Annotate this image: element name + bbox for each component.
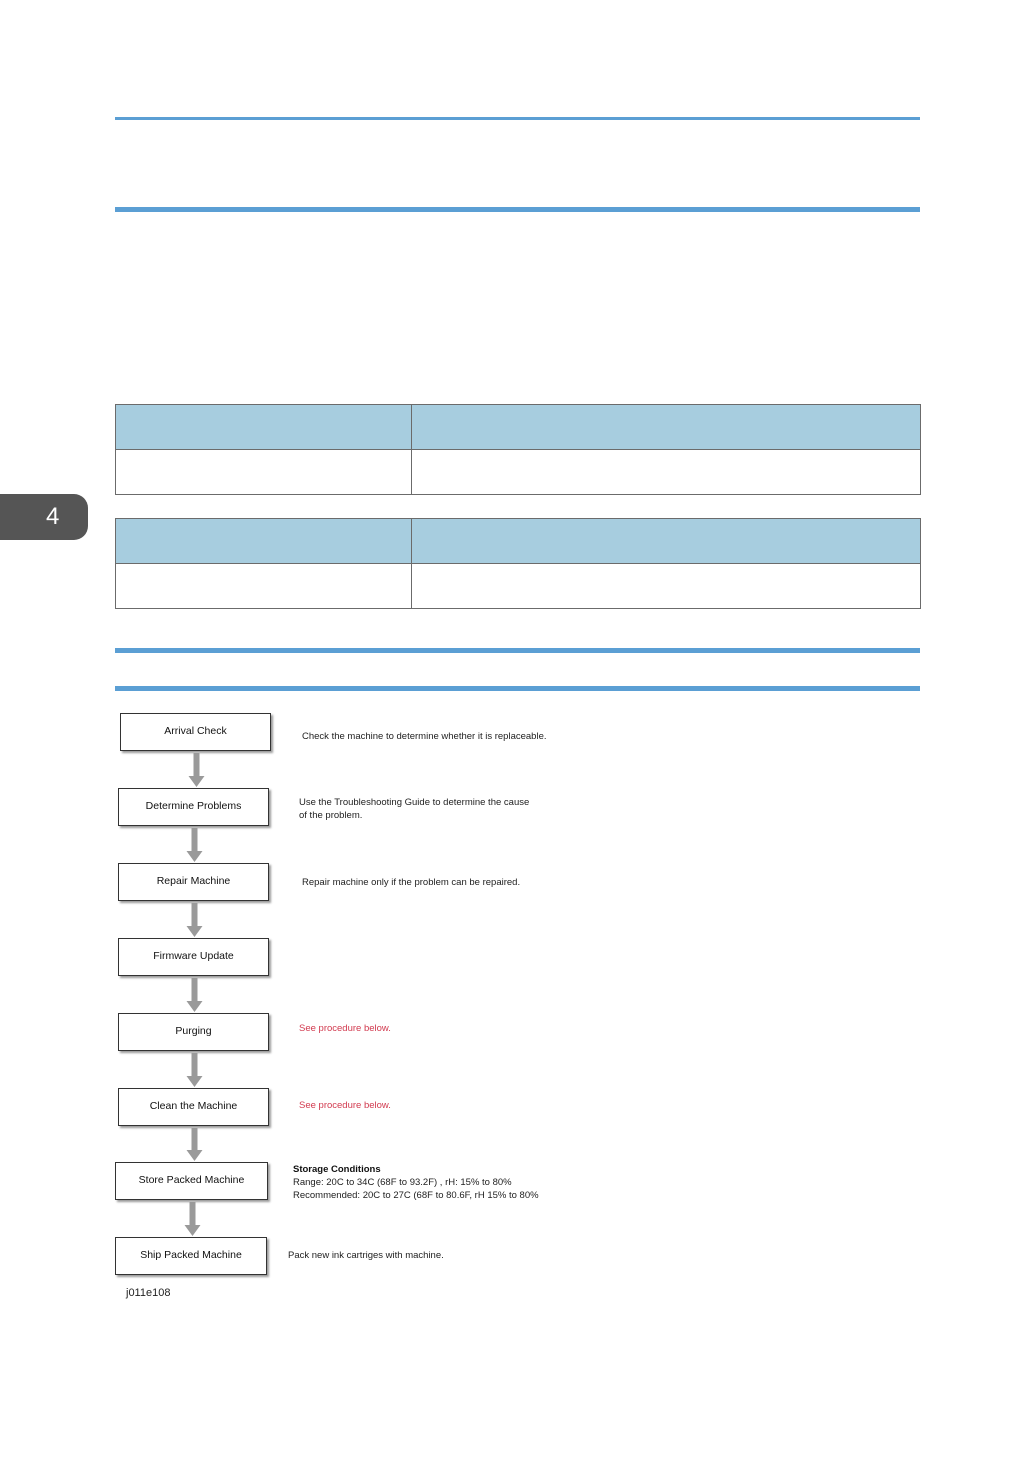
table-header-row	[116, 405, 921, 450]
table-row	[116, 450, 921, 495]
flow-step-label: Purging	[175, 1025, 212, 1037]
flow-arrow	[187, 903, 203, 937]
flow-step-box	[118, 1013, 269, 1051]
flow-arrow	[187, 1128, 203, 1161]
flow-note-line: See procedure below.	[299, 1100, 391, 1111]
flow-arrow	[187, 1053, 203, 1087]
flow-step-label: Arrival Check	[164, 725, 227, 737]
flow-step-box	[115, 1162, 268, 1200]
spec-table-1	[115, 404, 921, 495]
section-rule-2-top	[115, 648, 920, 653]
flow-step-note	[288, 1249, 444, 1262]
flow-note-line: Repair machine only if the problem can be repaired.	[302, 877, 521, 888]
flowchart	[115, 708, 560, 1308]
flow-arrow	[185, 1202, 201, 1236]
flow-step-label: Clean the Machine	[149, 1100, 238, 1112]
spec-table-2	[115, 518, 921, 609]
table-cell	[412, 450, 921, 495]
flow-step-label: Store Packed Machine	[138, 1174, 245, 1186]
table-row	[116, 564, 921, 609]
flow-step-note	[299, 796, 529, 822]
flow-step-box	[118, 938, 269, 976]
flow-step-box	[118, 863, 269, 901]
flow-note-line: Recommended: 20C to 27C (68F to 80.6F, rH 15% to 80%	[293, 1190, 539, 1201]
flow-step-label: Repair Machine	[156, 875, 231, 887]
table-cell	[116, 450, 412, 495]
section-rule-2-bottom	[115, 686, 920, 691]
flow-step-note	[299, 1099, 391, 1112]
flow-step-box	[115, 1237, 267, 1275]
flow-step-note	[299, 1022, 391, 1035]
flow-note-line: Use the Troubleshooting Guide to determine the cause	[299, 797, 530, 808]
flow-step-box	[120, 713, 271, 751]
flow-note-title: Storage Conditions	[293, 1164, 381, 1175]
flow-arrow	[187, 828, 203, 862]
table-header-cell	[116, 405, 412, 450]
table-header-row	[116, 519, 921, 564]
flow-step-note	[302, 876, 520, 889]
flow-note-line: Check the machine to determine whether it is replaceable.	[302, 731, 547, 742]
header-rule	[115, 117, 920, 120]
table-cell	[116, 564, 412, 609]
flow-step-note	[293, 1163, 539, 1202]
flow-note-line: Pack new ink cartriges with machine.	[288, 1250, 444, 1261]
section-rule	[115, 207, 920, 212]
flow-arrow	[189, 753, 205, 787]
chapter-tab	[0, 494, 88, 540]
chapter-number: 4	[46, 503, 60, 530]
flow-step-label: Firmware Update	[153, 950, 234, 962]
flow-step-box	[118, 788, 269, 826]
table-header-cell	[412, 519, 921, 564]
flow-note-line: of the problem.	[299, 810, 363, 821]
table-cell	[412, 564, 921, 609]
table-header-cell	[116, 519, 412, 564]
figure-id: j011e108	[126, 1287, 171, 1299]
flow-step-label: Determine Problems	[145, 800, 242, 812]
flow-step-label: Ship Packed Machine	[140, 1249, 242, 1261]
flow-note-line: See procedure below.	[299, 1023, 391, 1034]
flow-arrow	[187, 978, 203, 1012]
flow-note-line: Range: 20C to 34C (68F to 93.2F) , rH: 15% to 80%	[293, 1177, 512, 1188]
flow-step-note	[302, 730, 547, 743]
flow-step-box	[118, 1088, 269, 1126]
table-header-cell	[412, 405, 921, 450]
